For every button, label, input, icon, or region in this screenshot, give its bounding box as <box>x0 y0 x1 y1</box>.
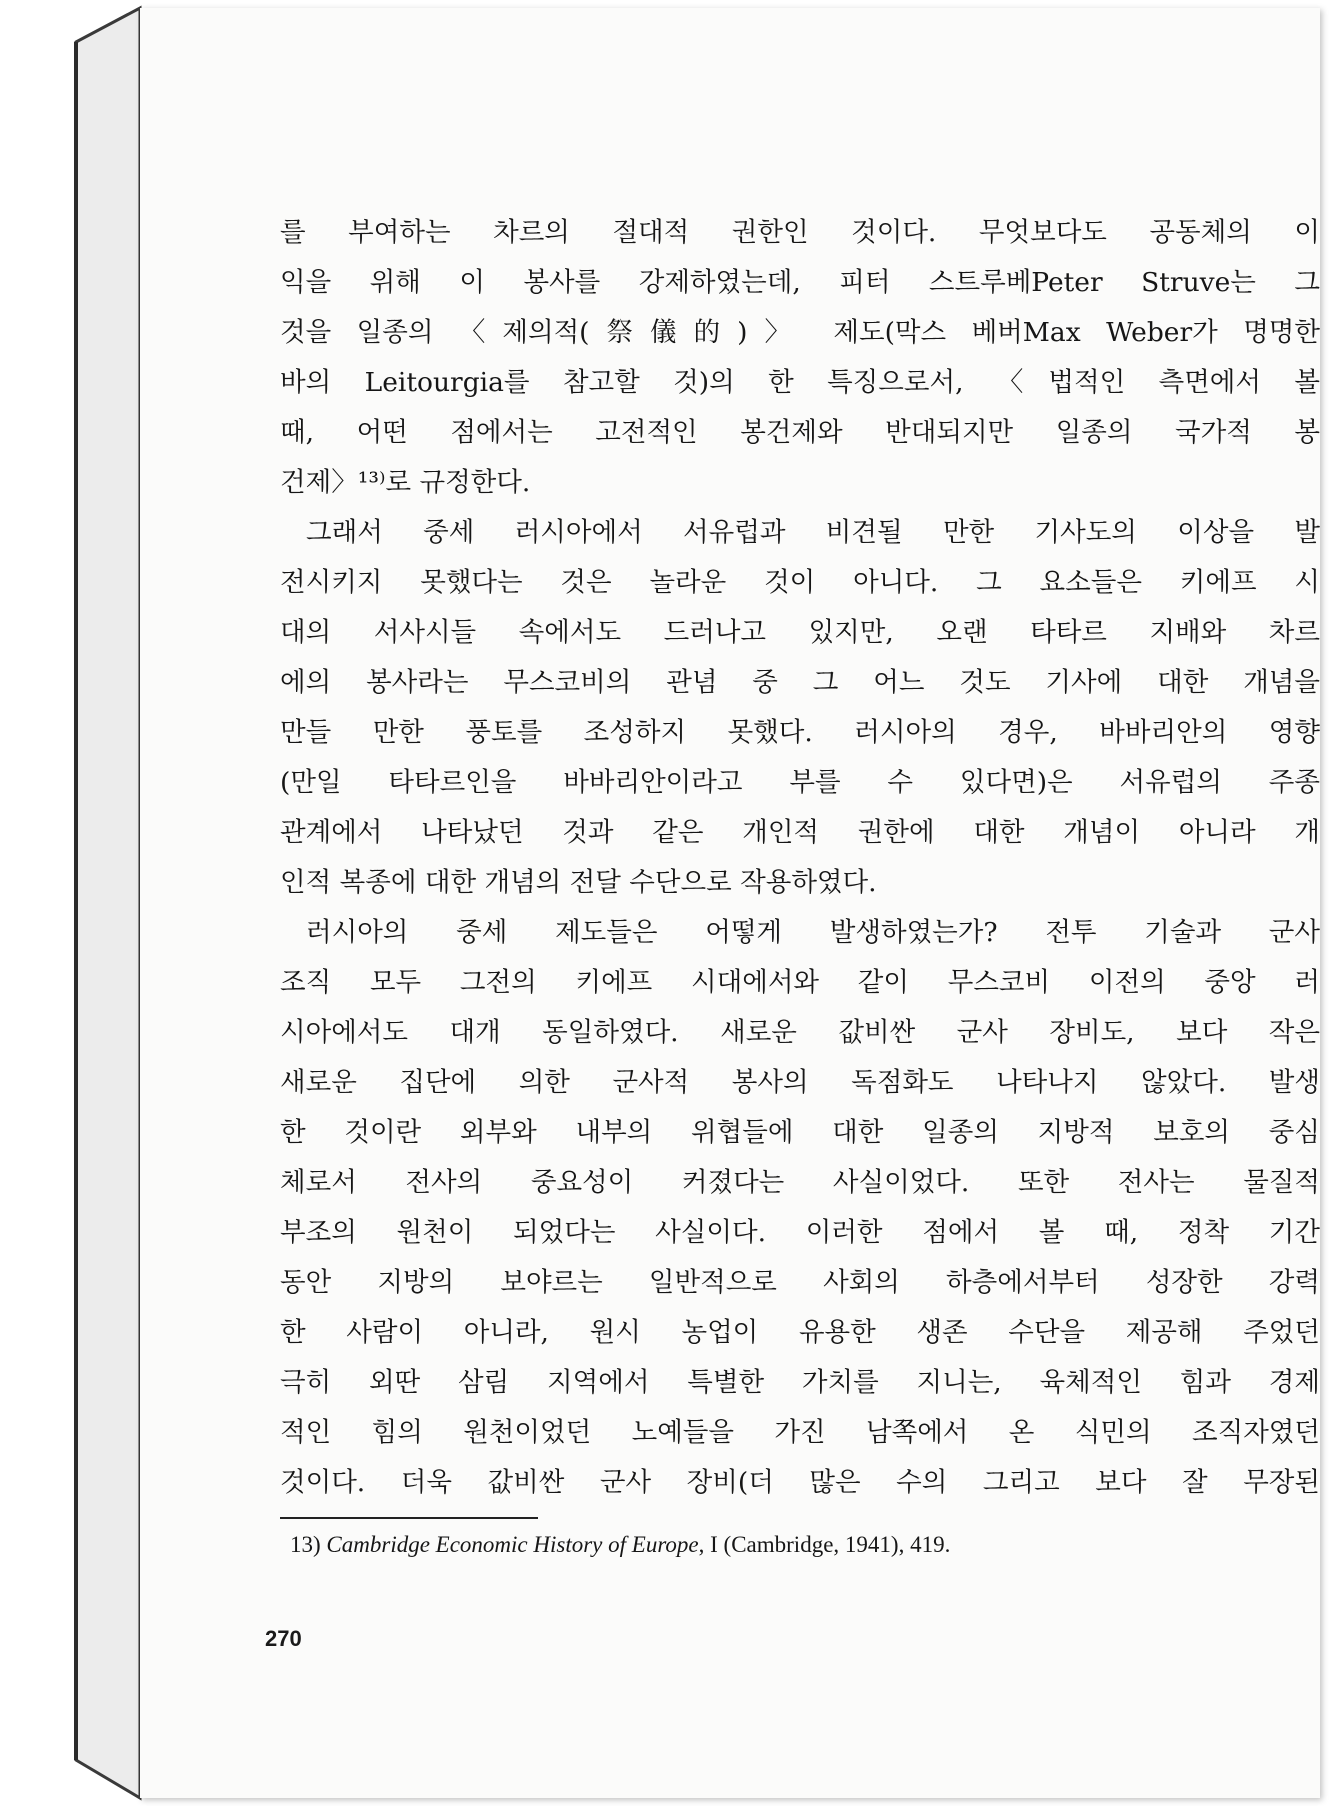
book-page <box>140 8 1320 1798</box>
text-line: 체로서 전사의 중요성이 커졌다는 사실이었다. 또한 전사는 물질적 <box>280 1167 1320 1198</box>
text-line: 새로운 집단에 의한 군사적 봉사의 독점화도 나타나지 않았다. 발생 <box>280 1067 1320 1098</box>
footnote-title: Cambridge Economic History of Europe <box>326 1532 699 1557</box>
text-line: 에의 봉사라는 무스코비의 관념 중 그 어느 것도 기사에 대한 개념을 <box>280 667 1320 698</box>
paragraph <box>280 208 1320 508</box>
text-line: 바의 Leitourgia를 참고할 것)의 한 특징으로서, 〈법적인 측면에서 볼 <box>280 367 1320 398</box>
text-line: 그래서 중세 러시아에서 서유럽과 비견될 만한 기사도의 이상을 발 <box>306 517 1320 548</box>
text-line: 한 사람이 아니라, 원시 농업이 유용한 생존 수단을 제공해 주었던 <box>280 1317 1320 1348</box>
text-line: 를 부여하는 차르의 절대적 권한인 것이다. 무엇보다도 공동체의 이 <box>280 217 1320 248</box>
text-line: 조직 모두 그전의 키에프 시대에서와 같이 무스코비 이전의 중앙 러 <box>280 967 1320 998</box>
text-line: 적인 힘의 원천이었던 노예들을 가진 남쪽에서 온 식민의 조직자였던 <box>280 1417 1320 1448</box>
paragraph <box>280 508 1320 908</box>
text-line: 러시아의 중세 제도들은 어떻게 발생하였는가? 전투 기술과 군사 <box>306 917 1320 948</box>
text-line: 동안 지방의 보야르는 일반적으로 사회의 하층에서부터 성장한 강력 <box>280 1267 1320 1298</box>
text-line: 부조의 원천이 되었다는 사실이다. 이러한 점에서 볼 때, 정착 기간 <box>280 1217 1320 1248</box>
text-line: 익을 위해 이 봉사를 강제하였는데, 피터 스트루베Peter Struve는 그 <box>280 267 1320 298</box>
text-line: 관계에서 나타났던 것과 같은 개인적 권한에 대한 개념이 아니라 개 <box>280 817 1320 848</box>
text-line: 극히 외딴 삼림 지역에서 특별한 가치를 지니는, 육체적인 힘과 경제 <box>280 1367 1320 1398</box>
footnote-citation: , I (Cambridge, 1941), 419. <box>698 1532 951 1557</box>
footnote-rule <box>280 1517 538 1519</box>
body-text <box>280 208 1320 1508</box>
page-number: 270 <box>265 1626 302 1651</box>
text-line: 건제〉¹³⁾로 규정한다. <box>280 467 531 498</box>
text-line: 대의 서사시들 속에서도 드러나고 있지만, 오랜 타타르 지배와 차르 <box>280 617 1320 648</box>
text-line: 한 것이란 외부와 내부의 위협들에 대한 일종의 지방적 보호의 중심 <box>280 1117 1320 1148</box>
text-line: 전시키지 못했다는 것은 놀라운 것이 아니다. 그 요소들은 키에프 시 <box>280 567 1320 598</box>
text-line: 인적 복종에 대한 개념의 전달 수단으로 작용하였다. <box>280 867 877 898</box>
text-line: 것이다. 더욱 값비싼 군사 장비(더 많은 수의 그리고 보다 잘 무장된 <box>280 1467 1320 1498</box>
text-line: (만일 타타르인을 바바리안이라고 부를 수 있다면)은 서유럽의 주종 <box>280 767 1320 798</box>
text-line: 만들 만한 풍토를 조성하지 못했다. 러시아의 경우, 바바리안의 영향 <box>280 717 1320 748</box>
text-line: 때, 어떤 점에서는 고전적인 봉건제와 반대되지만 일종의 국가적 봉 <box>280 417 1320 448</box>
text-line: 시아에서도 대개 동일하였다. 새로운 값비싼 군사 장비도, 보다 작은 <box>280 1017 1320 1048</box>
text-line: 것을 일종의 〈제의적(祭儀的)〉 제도(막스 베버Max Weber가 명명한 <box>280 317 1320 348</box>
footnote-number: 13) <box>290 1532 321 1557</box>
footnote <box>290 1532 1310 1558</box>
paragraph <box>280 908 1320 1508</box>
